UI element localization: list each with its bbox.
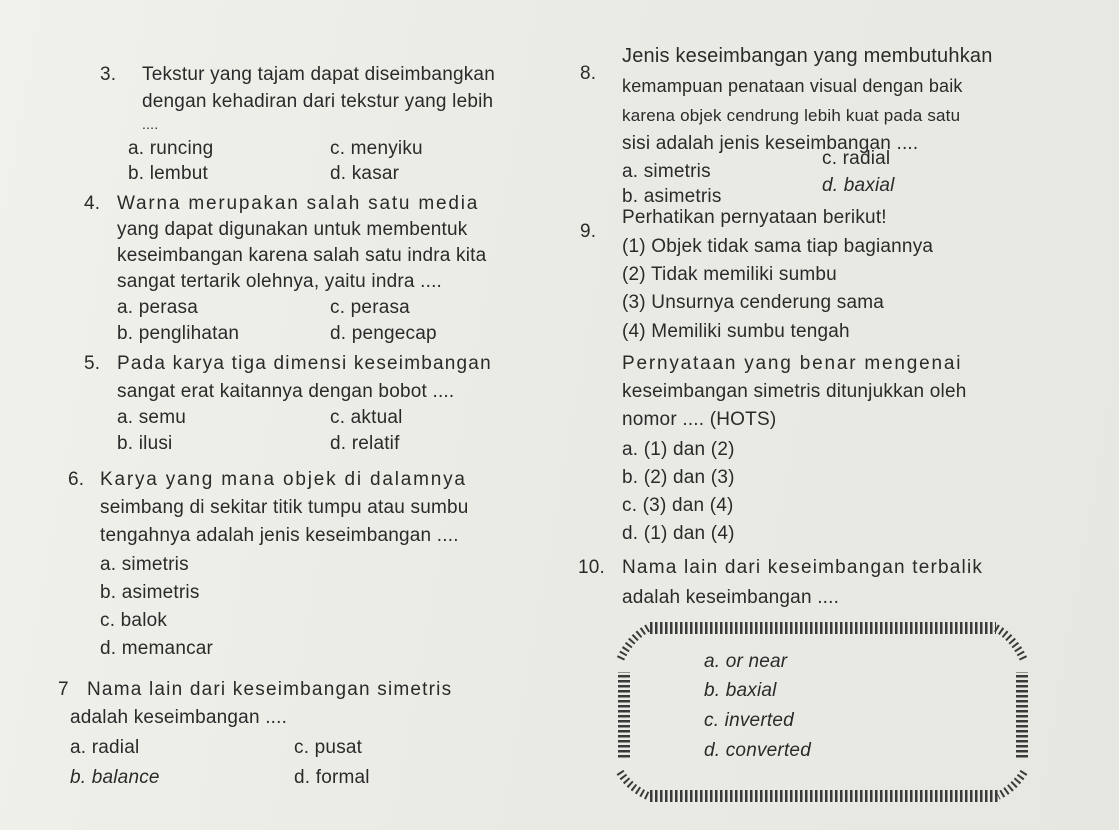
option-c[interactable]: c. aktual [330, 407, 403, 428]
option-a[interactable]: a. perasa [117, 297, 199, 318]
question-text-line: tengahnya adalah jenis keseimbangan .... [100, 525, 459, 546]
option-b[interactable]: b. asimetris [100, 582, 200, 603]
option-b[interactable]: b. (2) dan (3) [622, 467, 735, 488]
option-b[interactable]: b. baxial [704, 680, 777, 701]
frame-corner-top-left [620, 628, 648, 660]
question-text-line: Nama lain dari keseimbangan terbalik [622, 557, 984, 578]
option-d[interactable]: d. converted [704, 740, 811, 761]
question-text-line: Jenis keseimbangan yang membutuhkan [622, 45, 993, 67]
option-d[interactable]: d. memancar [100, 638, 214, 659]
option-c[interactable]: c. pusat [294, 737, 363, 758]
option-c[interactable]: c. menyiku [330, 138, 423, 159]
option-a[interactable]: a. simetris [100, 554, 189, 575]
option-b[interactable]: b. asimetris [622, 186, 722, 207]
question-number: 6. [68, 469, 85, 490]
option-c[interactable]: c. balok [100, 610, 168, 631]
option-c[interactable]: c. perasa [330, 297, 410, 318]
question-text-line: Nama lain dari keseimbangan simetris [87, 679, 453, 700]
question-text-line: Warna merupakan salah satu media [117, 193, 480, 214]
question-number: 10. [578, 557, 606, 578]
question-intro: Perhatikan pernyataan berikut! [622, 207, 887, 228]
frame-top-edge [648, 622, 996, 634]
option-c[interactable]: c. radial [822, 148, 891, 169]
question-text-line: sangat erat kaitannya dengan bobot .... [117, 381, 455, 402]
option-d[interactable]: d. (1) dan (4) [622, 523, 735, 544]
option-a[interactable]: a. simetris [622, 161, 711, 182]
option-b[interactable]: b. penglihatan [117, 323, 240, 344]
statement-2: (2) Tidak memiliki sumbu [622, 264, 837, 285]
question-text-line: keseimbangan karena salah satu indra kita [117, 245, 487, 266]
option-a[interactable]: a. runcing [128, 138, 214, 159]
question-text-line: adalah keseimbangan .... [70, 707, 288, 728]
option-a[interactable]: a. radial [70, 737, 140, 758]
option-c[interactable]: c. (3) dan (4) [622, 495, 734, 516]
option-b[interactable]: b. lembut [128, 163, 208, 184]
question-text-line: kemampuan penataan visual dengan baik [622, 76, 963, 96]
question-text-line: Tekstur yang tajam dapat diseimbangkan [142, 64, 495, 85]
option-a[interactable]: a. or near [704, 651, 788, 672]
question-text-line: sangat tertarik olehnya, yaitu indra .... [117, 271, 443, 292]
question-number: 4. [84, 193, 101, 214]
frame-left-edge [618, 672, 630, 760]
option-d[interactable]: d. relatif [330, 433, 400, 454]
question-number: 5. [84, 353, 101, 374]
option-b[interactable]: b. ilusi [117, 433, 173, 454]
frame-corner-bottom-left [620, 772, 648, 796]
question-text-line: Pernyataan yang benar mengenai [622, 353, 963, 374]
question-number: 9. [580, 221, 597, 242]
option-d[interactable]: d. pengecap [330, 323, 437, 344]
option-d[interactable]: d. kasar [330, 163, 400, 184]
question-text-line: dengan kehadiran dari tekstur yang lebih [142, 91, 494, 112]
question-number: 3. [100, 64, 117, 85]
option-b[interactable]: b. balance [70, 767, 160, 788]
question-text-line: nomor .... (HOTS) [622, 409, 777, 430]
statement-3: (3) Unsurnya cenderung sama [622, 292, 885, 313]
frame-corner-bottom-right [998, 772, 1024, 796]
question-text-line: adalah keseimbangan .... [622, 587, 840, 608]
question-text-line: Pada karya tiga dimensi keseimbangan [117, 353, 492, 374]
question-number: 8. [580, 63, 597, 84]
question-number: 7 [58, 679, 69, 700]
question-text-line: Karya yang mana objek di dalamnya [100, 469, 467, 490]
frame-corner-top-right [996, 628, 1024, 660]
option-d[interactable]: d. baxial [822, 175, 895, 196]
question-text-line: keseimbangan simetris ditunjukkan oleh [622, 381, 967, 402]
option-c[interactable]: c. inverted [704, 710, 794, 731]
option-a[interactable]: a. (1) dan (2) [622, 439, 735, 460]
statement-1: (1) Objek tidak sama tiap bagiannya [622, 236, 934, 257]
question-text-line: yang dapat digunakan untuk membentuk [117, 219, 468, 240]
frame-bottom-edge [648, 790, 998, 802]
question-text-line: sisi adalah jenis keseimbangan .... [622, 133, 919, 154]
question-text-line: .... [142, 116, 159, 132]
option-a[interactable]: a. semu [117, 407, 186, 428]
statement-4: (4) Memiliki sumbu tengah [622, 321, 850, 342]
frame-right-edge [1016, 672, 1028, 760]
question-text-line: seimbang di sekitar titik tumpu atau sumbu [100, 497, 469, 518]
option-d[interactable]: d. formal [294, 767, 370, 788]
question-text-line: karena objek cendrung lebih kuat pada satu [622, 106, 961, 125]
